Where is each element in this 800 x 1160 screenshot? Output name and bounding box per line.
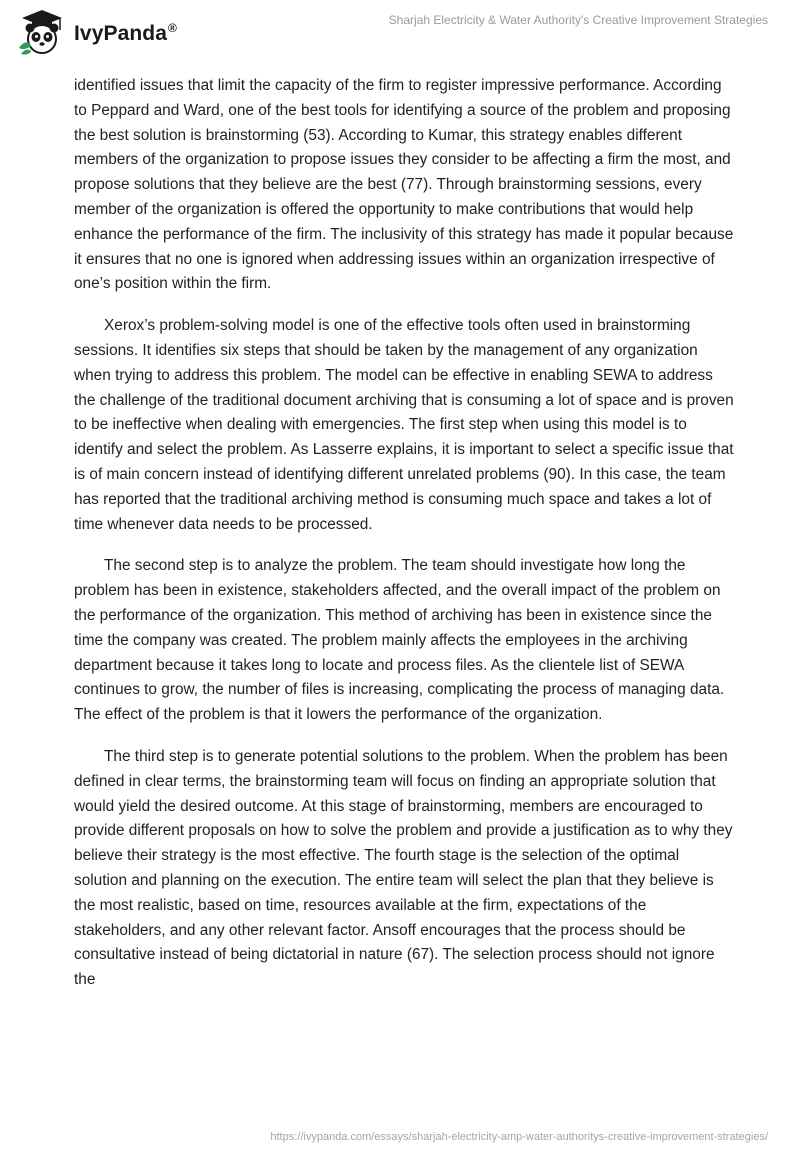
- document-title: Sharjah Electricity & Water Authority's Creative Improvement Strategies: [388, 13, 768, 27]
- panda-graduate-logo-icon: [16, 8, 68, 56]
- registered-mark: ®: [168, 20, 177, 35]
- brand-name: IvyPanda®: [74, 20, 177, 45]
- source-url[interactable]: https://ivypanda.com/essays/sharjah-electricity-amp-water-authoritys-creative-improvement-strategies/: [270, 1131, 768, 1143]
- paragraph: The third step is to generate potential solutions to the problem. When the problem has been defined in clear terms, the brainstorming team will focus on finding an appropriate solution that would yield the desired outcome. At this stage of brainstorming, members are encouraged to provide different proposals on how to solve the problem and provide a justification as to why they believe their strategy is the most effective. The fourth stage is the selection of the optimal solution and planning on the execution. The entire team will select the plan that they believe is the most realistic, based on time, resources available at the firm, expectations of the stakeholders, and any other relevant factor. Ansoff encourages that the process should be consultative instead of being dictatorial in nature (67). The selection process should not ignore the: [74, 747, 733, 989]
- essay-body: [74, 74, 734, 1010]
- page-header: [0, 0, 800, 70]
- paragraph: Xerox’s problem-solving model is one of the effective tools often used in brainstorming sessions. It identifies six steps that should be taken by the management of any organization when trying to address this problem. The model can be effective in enabling SEWA to address the challenge of the traditional document archiving that is consuming a lot of space and is proven to be ineffective when dealing with emergencies. The first step when using this model is to identify and select the problem. As Lasserre explains, it is important to select a specific issue that is of main concern instead of identifying different unrelated problems (90). In this case, the team has reported that the traditional archiving method is consuming much space and takes a lot of time whenever data needs to be processed.: [74, 317, 734, 533]
- paragraph: identified issues that limit the capacity of the firm to register impressive performance. According to Peppard and Ward, one of the best tools for identifying a source of the problem and proposing the best solution is brainstorming (53). According to Kumar, this strategy enables different members of the organization to propose issues they consider to be affecting a firm the most, and propose solutions that they believe are the best (77). Through brainstorming sessions, every member of the organization is offered the opportunity to make contributions that would help enhance the performance of the firm. The inclusivity of this strategy has made it popular because it ensures that no one is ignored when addressing issues within an organization irrespective of one’s position within the firm.: [74, 77, 734, 293]
- brand-logo[interactable]: [16, 8, 177, 56]
- paragraph: The second step is to analyze the problem. The team should investigate how long the problem has been in existence, stakeholders affected, and the overall impact of the problem on the performance of the organization. This method of archiving has been in existence since the time the company was created. The problem mainly affects the employees in the archiving department because it takes long to locate and process files. As the clientele list of SEWA continues to grow, the number of files is increasing, complicating the process of managing data. The effect of the problem is that it lowers the performance of the organization.: [74, 557, 725, 724]
